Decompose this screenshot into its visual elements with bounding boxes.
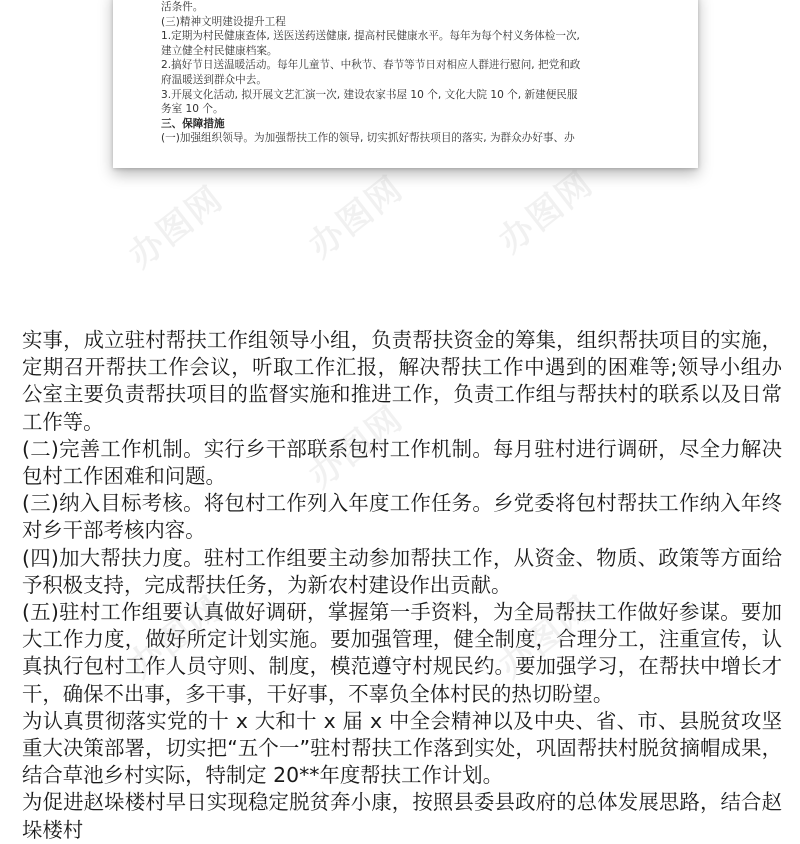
document-preview — [0, 0, 800, 300]
paper-page — [113, 0, 698, 168]
document-body — [22, 327, 782, 844]
body-paragraph: (五)驻村工作组要认真做好调研，掌握第一手资料，为全局帮扶工作做好参谋。要加大工作力度，做好所定计划实施。要加强管理，健全制度，合理分工，注重宣传，认真执行包村工作人员守则、制度，模范遵守村规民约。要加强学习，在帮扶中增长才干，确保不出事，多干事，干好事，不辜负全体村民的热切盼望。 — [22, 600, 782, 706]
body-paragraph: (四)加大帮扶力度。驻村工作组要主动参加帮扶工作，从资金、物质、政策等方面给予积极支持，完成帮扶任务，为新农村建设作出贡献。 — [22, 545, 782, 597]
preview-line: 2.搞好节日送温暖活动。每年儿童节、中秋节、春节等节日对相应人群进行慰问, 把党和政 — [161, 59, 581, 72]
body-paragraph: 为促进赵垛楼村早日实现稳定脱贫奔小康，按照县委县政府的总体发展思路，结合赵垛楼村 — [22, 790, 782, 842]
body-paragraph: (二)完善工作机制。实行乡干部联系包村工作机制。每月驻村进行调研，尽全力解决包村工作困难和问题。 — [22, 436, 782, 489]
preview-heading: 三、保障措施 — [161, 117, 225, 130]
preview-line: 1.定期为村民健康查体, 送医送药送健康, 提高村民健康水平。每年为每个村义务体检一次, — [161, 30, 580, 43]
watermark: 办图网 — [301, 398, 412, 497]
watermark: 办图网 — [121, 588, 232, 687]
preview-line: (一)加强组织领导。为加强帮扶工作的领导, 切实抓好帮扶项目的落实, 为群众办好事、办 — [161, 132, 575, 145]
preview-line: 3.开展文化活动, 拟开展文艺汇演一次, 建设农家书屋 10 个, 文化大院 10 个, 新建便民服 — [161, 88, 578, 101]
body-paragraph: 为认真贯彻落实党的十 x 大和十 x 届 x 中全会精神以及中央、省、市、县脱贫攻坚重大决策部署，切实把“五个一”驻村帮扶工作落到实处，巩固帮扶村脱贫摘帽成果，结合草池乡村实际，特制定 20**年度帮扶工作计划。 — [22, 708, 782, 788]
paper-text — [161, 0, 661, 146]
body-paragraph: (三)纳入目标考核。将包村工作列入年度工作任务。乡党委将包村帮扶工作纳入年终对乡干部考核内容。 — [22, 491, 782, 543]
preview-line: 务室 10 个。 — [161, 103, 224, 116]
watermark: 办图网 — [491, 588, 602, 687]
preview-line: 府温暖送到群众中去。 — [161, 73, 267, 86]
preview-line: (三)精神文明建设提升工程 — [161, 15, 286, 28]
preview-line: 建立健全村民健康档案。 — [161, 44, 278, 57]
preview-line: 活条件。 — [161, 1, 204, 13]
body-paragraph: 实事，成立驻村帮扶工作组领导小组，负责帮扶资金的筹集，组织帮扶项目的实施，定期召开帮扶工作会议，听取工作汇报，解决帮扶工作中遇到的困难等;领导小组办公室主要负责帮扶项目的监督实施和推进工作，负责工作组与帮扶村的联系以及日常工作等。 — [22, 328, 782, 434]
